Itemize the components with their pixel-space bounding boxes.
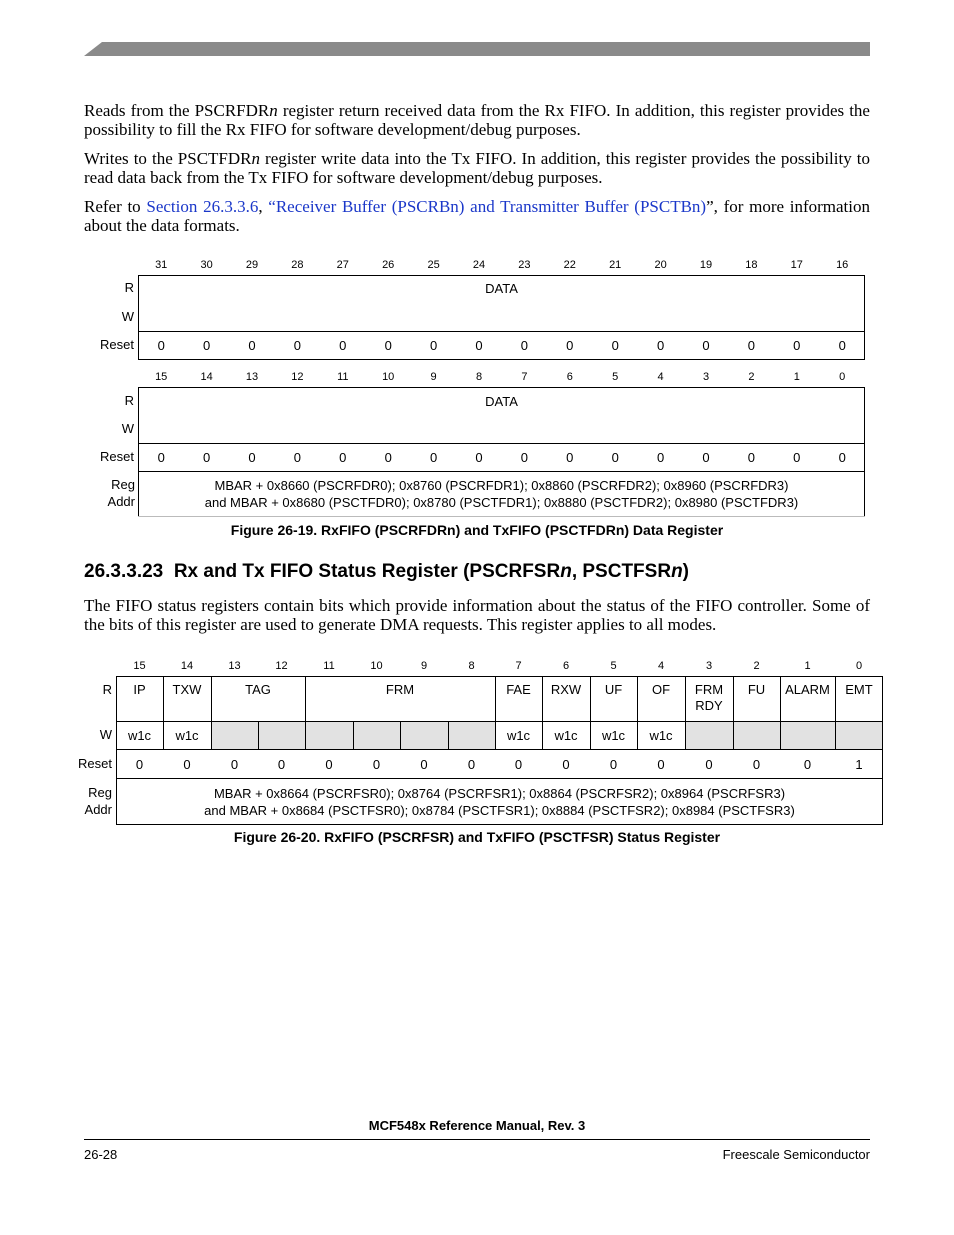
row-label-reg: Reg bbox=[88, 785, 112, 800]
w1c-of: w1c bbox=[649, 728, 673, 743]
address-line-1: MBAR + 0x8664 (PSCRFSR0); 0x8764 (PSCRFSR1); 0x8864 (PSCRFSR2); 0x8964 (PSCRFSR3) bbox=[213, 786, 786, 801]
reset-value: 0 bbox=[793, 450, 801, 465]
row-label-addr: Addr bbox=[84, 802, 112, 817]
reset-value: 0 bbox=[384, 338, 392, 353]
row-label-reset: Reset bbox=[78, 756, 112, 771]
bit-number: 5 bbox=[610, 660, 617, 672]
field-data-high: DATA bbox=[485, 281, 518, 296]
address-line-1: MBAR + 0x8660 (PSCRFDR0); 0x8760 (PSCRFDR1); 0x8860 (PSCRFDR2); 0x8960 (PSCRFDR3) bbox=[214, 478, 789, 493]
field-txw: TXW bbox=[172, 682, 202, 697]
reset-value: 0 bbox=[202, 338, 211, 353]
reset-value: 0 bbox=[520, 338, 528, 353]
reset-value: 0 bbox=[793, 338, 801, 353]
bit-number: 19 bbox=[699, 259, 713, 271]
bit-number: 27 bbox=[336, 259, 349, 271]
buffer-section-link[interactable]: “Receiver Buffer (PSCRBn) and Transmitter Buffer (PSCTBn) bbox=[268, 197, 707, 216]
reset-value: 0 bbox=[293, 450, 301, 465]
reset-value: 0 bbox=[467, 757, 476, 772]
bit-number: 18 bbox=[745, 259, 758, 271]
divider bbox=[835, 721, 836, 749]
bit-number: 2 bbox=[753, 660, 760, 672]
reset-value: 0 bbox=[747, 338, 755, 353]
reset-value: 0 bbox=[656, 338, 665, 353]
bit-number: 5 bbox=[612, 371, 619, 383]
bit-number: 1 bbox=[793, 371, 800, 383]
reset-value: 0 bbox=[339, 338, 347, 353]
figure-caption-26-20: Figure 26-20. RxFIFO (PSCRFSR) and TxFIFO (PSCTFSR) Status Register bbox=[233, 829, 721, 845]
bit-number: 9 bbox=[430, 371, 437, 383]
w1c-txw: w1c bbox=[175, 728, 199, 743]
reset-value: 0 bbox=[656, 450, 665, 465]
reset-value: 0 bbox=[705, 757, 713, 772]
divider bbox=[258, 721, 259, 749]
bit-number: 4 bbox=[657, 660, 665, 672]
paragraph-fifo-status: The FIFO status registers contain bits which provide information about the status of the FIFO controller. Some of the bits of this register are used to generate DMA requests. This register applies to all modes. bbox=[84, 596, 870, 634]
divider bbox=[116, 721, 883, 722]
row-label-r: R bbox=[102, 682, 112, 697]
bit-number: 13 bbox=[228, 660, 241, 672]
reset-value: 0 bbox=[475, 450, 483, 465]
footer-manual-title: MCF548x Reference Manual, Rev. 3 bbox=[368, 1118, 586, 1133]
reset-value: 0 bbox=[514, 757, 523, 772]
bit-number: 6 bbox=[566, 371, 573, 383]
w1c-fae: w1c bbox=[506, 728, 531, 743]
bit-number: 3 bbox=[705, 660, 713, 672]
row-label-w: W bbox=[99, 727, 112, 742]
row-label-r: R bbox=[124, 280, 134, 295]
reset-value: 0 bbox=[838, 450, 846, 465]
bit-number: 11 bbox=[323, 660, 335, 672]
reset-value: 0 bbox=[609, 757, 618, 772]
paragraph-tx-fifo: Writes to the PSCTFDRn register write data into the Tx FIFO. In addition, this register provides the possibility to read data back from the Tx FIFO for software development/debug purposes. bbox=[84, 149, 871, 187]
bit-number: 15 bbox=[155, 371, 168, 383]
reset-value: 0 bbox=[429, 450, 438, 465]
field-of: OF bbox=[651, 682, 671, 697]
address-line-2: and MBAR + 0x8680 (PSCTFDR0); 0x8780 (PSCTFDR1); 0x8880 (PSCTFDR2); 0x8980 (PSCTFDR3) bbox=[204, 495, 799, 510]
field-fae: FAE bbox=[506, 682, 531, 697]
field-ip: IP bbox=[133, 682, 146, 697]
reset-value: 0 bbox=[562, 757, 570, 772]
field-fu: FU bbox=[747, 682, 766, 697]
bit-number: 8 bbox=[468, 660, 475, 672]
divider bbox=[211, 721, 212, 749]
row-label-reg: Reg bbox=[111, 477, 135, 492]
divider bbox=[138, 471, 865, 472]
bit-number: 11 bbox=[337, 371, 349, 383]
bit-number: 0 bbox=[855, 660, 863, 672]
footer-company: Freescale Semiconductor bbox=[722, 1147, 870, 1162]
bit-number: 14 bbox=[200, 371, 213, 383]
reset-value: 0 bbox=[611, 450, 619, 465]
paragraph-refer: Refer to Section 26.3.3.6, “Receiver Buffer (PSCRBn) and Transmitter Buffer (PSCTBn)”, for more information about the data formats. bbox=[84, 197, 870, 235]
reset-value: 0 bbox=[611, 338, 619, 353]
field-uf: UF bbox=[604, 682, 623, 697]
reset-value: 0 bbox=[566, 338, 574, 353]
reset-value: 0 bbox=[702, 450, 710, 465]
bit-number: 31 bbox=[155, 259, 168, 271]
reset-value: 0 bbox=[520, 450, 528, 465]
field-tag: TAG bbox=[245, 682, 271, 697]
reset-value: 0 bbox=[838, 338, 846, 353]
bit-number: 7 bbox=[515, 660, 522, 672]
row-label-addr: Addr bbox=[107, 494, 135, 509]
divider bbox=[138, 516, 865, 517]
reset-value: 0 bbox=[157, 338, 165, 353]
row-label-w: W bbox=[121, 309, 134, 324]
divider bbox=[448, 721, 449, 749]
bit-number: 1 bbox=[804, 660, 811, 672]
bit-number: 30 bbox=[200, 259, 213, 271]
reset-value: 0 bbox=[157, 450, 165, 465]
footer-rule bbox=[84, 1139, 870, 1140]
bit-number: 8 bbox=[475, 371, 483, 383]
field-frmrdy-line2: RDY bbox=[695, 698, 723, 713]
bit-number: 13 bbox=[245, 371, 259, 383]
bit-number: 25 bbox=[427, 259, 440, 271]
reset-value: 0 bbox=[702, 338, 710, 353]
reset-value: 0 bbox=[752, 757, 761, 772]
reset-value: 0 bbox=[325, 757, 333, 772]
bit-number: 29 bbox=[245, 259, 259, 271]
divider bbox=[138, 331, 865, 332]
reset-value: 1 bbox=[855, 757, 863, 772]
divider bbox=[305, 721, 306, 749]
reset-value: 0 bbox=[230, 757, 239, 772]
divider bbox=[116, 778, 883, 779]
bit-number: 14 bbox=[180, 660, 194, 672]
figure-caption-26-19: Figure 26-19. RxFIFO (PSCRFDRn) and TxFIFO (PSCTFDRn) Data Register bbox=[230, 522, 724, 538]
header-bar bbox=[84, 42, 870, 56]
bit-number: 3 bbox=[702, 371, 710, 383]
bit-number: 7 bbox=[521, 371, 528, 383]
reset-value: 0 bbox=[248, 338, 256, 353]
w1c-rxw: w1c bbox=[554, 728, 578, 743]
row-label-reset: Reset bbox=[100, 337, 134, 352]
reset-value: 0 bbox=[202, 450, 211, 465]
bit-number: 24 bbox=[472, 259, 486, 271]
bit-number: 17 bbox=[790, 259, 803, 271]
field-emt: EMT bbox=[845, 682, 873, 697]
field-frm: FRM bbox=[385, 682, 415, 697]
divider bbox=[400, 721, 401, 749]
paragraph-rx-fifo: Reads from the PSCRFDRn register return received data from the Rx FIFO. In addition, this register provides the possibility to fill the Rx FIFO for software development/debug purposes. bbox=[84, 101, 870, 139]
bit-number: 9 bbox=[420, 660, 428, 672]
section-link[interactable]: Section 26.3.3.6 bbox=[146, 197, 259, 216]
row-label-reset-low: Reset bbox=[100, 449, 134, 464]
bit-number: 10 bbox=[382, 371, 395, 383]
divider bbox=[685, 721, 686, 749]
bit-number: 4 bbox=[657, 371, 664, 383]
bit-number: 16 bbox=[836, 259, 849, 271]
bit-number: 23 bbox=[518, 259, 531, 271]
divider bbox=[780, 721, 781, 749]
reset-value: 0 bbox=[420, 757, 428, 772]
bit-number: 0 bbox=[839, 371, 846, 383]
reset-value: 0 bbox=[384, 450, 392, 465]
reset-value: 0 bbox=[248, 450, 256, 465]
bit-number: 12 bbox=[275, 660, 288, 672]
reset-value: 0 bbox=[747, 450, 755, 465]
reset-value: 0 bbox=[803, 757, 812, 772]
section-heading: 26.3.3.23 Rx and Tx FIFO Status Register (PSCRFSRn, PSCTFSRn) bbox=[84, 561, 689, 582]
row-label-w-low: W bbox=[121, 421, 134, 436]
footer-page-number: 26-28 bbox=[84, 1147, 118, 1162]
bit-number: 6 bbox=[562, 660, 570, 672]
reset-value: 0 bbox=[183, 757, 191, 772]
bit-number: 2 bbox=[748, 371, 755, 383]
reset-value: 0 bbox=[277, 757, 286, 772]
bit-number: 12 bbox=[291, 371, 304, 383]
reset-value: 0 bbox=[293, 338, 301, 353]
reset-value: 0 bbox=[475, 338, 483, 353]
bit-number: 21 bbox=[609, 259, 622, 271]
divider bbox=[353, 721, 354, 749]
field-data-low: DATA bbox=[485, 394, 518, 409]
bit-number: 26 bbox=[382, 259, 395, 271]
reset-value: 0 bbox=[339, 450, 347, 465]
field-frmrdy-line1: FRM bbox=[694, 682, 724, 697]
bit-number: 15 bbox=[133, 660, 146, 672]
reset-value: 0 bbox=[657, 757, 665, 772]
address-line-2: and MBAR + 0x8684 (PSCTFSR0); 0x8784 (PSCTFSR1); 0x8884 (PSCTFSR2); 0x8984 (PSCTFSR3) bbox=[204, 803, 795, 818]
row-label-r-low: R bbox=[124, 393, 134, 408]
bit-number: 28 bbox=[291, 259, 304, 271]
w1c-uf: w1c bbox=[601, 728, 626, 743]
bit-number: 10 bbox=[370, 660, 383, 672]
reset-value: 0 bbox=[429, 338, 438, 353]
field-rxw: RXW bbox=[550, 682, 582, 697]
divider bbox=[138, 443, 865, 444]
bit-number: 22 bbox=[563, 259, 576, 271]
reset-value: 0 bbox=[566, 450, 574, 465]
bit-number: 20 bbox=[654, 259, 667, 271]
divider bbox=[733, 721, 734, 749]
w1c-ip: w1c bbox=[127, 728, 152, 743]
divider bbox=[116, 749, 883, 750]
reset-value: 0 bbox=[135, 757, 144, 772]
reset-value: 0 bbox=[372, 757, 381, 772]
field-alarm: ALARM bbox=[785, 682, 830, 697]
